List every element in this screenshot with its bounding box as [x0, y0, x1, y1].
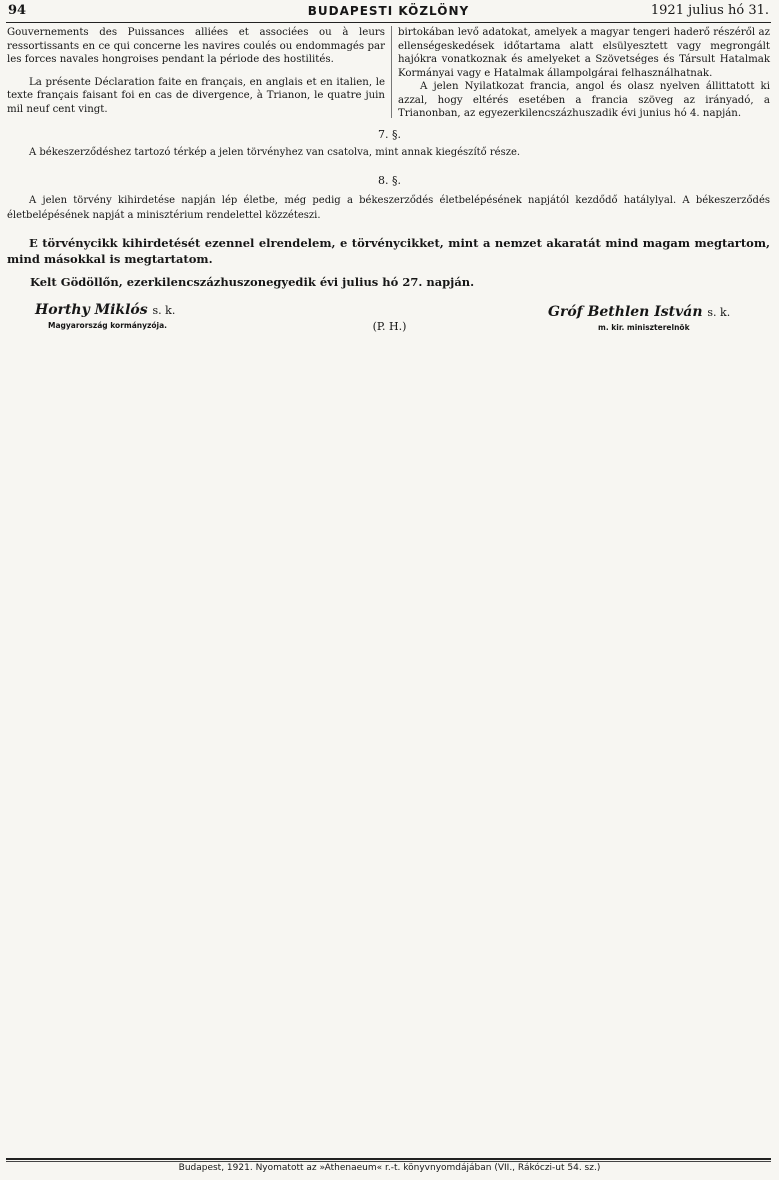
right-paragraph-1: birtokában levő adatokat, amelyek a magyar tengeri haderő részéről az ellenségeskedések időtartama alatt elsülyesztett vagy megrongált hajókra vonatkoznak és amelyeket a Szövetséges és Társult Hatalmak Kormányai vagy e Hatalmak állampolgárai felhasználhatnak.: [398, 27, 770, 79]
left-paragraph-1: Gouvernements des Puissances alliées et associées ou à leurs ressortissants en ce qui concerne les navires coulés ou endommagés par les forces navales hongroises pendant la période des hostilités.: [7, 27, 385, 65]
section-8-text: A jelen törvény kihirdetése napján lép életbe, még pedig a békeszerződés életbelépésének napjától kezdődő hatálylyal. A békeszerződés életbelépésének napját a minisztérium rendelettel közzéteszi.: [7, 195, 770, 221]
signature-horthy: [35, 302, 175, 318]
printer-imprint: Budapest, 1921. Nyomatott az »Athenaeum« r.-t. könyvnyomdájában (VII., Rákóczi-ut 54. sz.): [178, 1163, 601, 1173]
signature-horthy-sk: s. k.: [152, 304, 176, 317]
signature-bethlen-name: Gróf Bethlen István: [548, 304, 703, 320]
gazette-title: BUDAPESTI KÖZLÖNY: [307, 4, 470, 18]
proclamation-text: E törvénycikk kihirdetését ezennel elrendelem, e törvénycikket, mint a nemzet akaratát mind magam megtartom, mind másokkal is megtartatom.: [7, 236, 770, 266]
issue-date: 1921 julius hó 31.: [650, 3, 769, 18]
left-column: [7, 26, 385, 116]
signature-horthy-name: Horthy Miklós: [35, 302, 148, 318]
footer-rule-thin: [6, 1161, 771, 1162]
right-paragraph-2: A jelen Nyilatkozat francia, angol és olasz nyelven állittatott ki azzal, hogy eltérés esetében a francia szöveg az irányadó, a Trianonban, az egyezerkilencszázhuszadik évi junius hó 4. napján.: [398, 81, 770, 119]
column-divider: [391, 26, 392, 118]
signature-horthy-title: Magyarország kormányzója.: [48, 321, 168, 330]
section-7-number: 7. §.: [378, 128, 401, 141]
signature-bethlen: [548, 304, 730, 320]
page-number: 94: [8, 3, 27, 18]
seal-mark: (P. H.): [372, 320, 407, 333]
right-column: [398, 26, 770, 121]
left-paragraph-2: La présente Déclaration faite en français, en anglais et en italien, le texte français faisant foi en cas de divergence, à Trianon, le quatre juin mil neuf cent vingt.: [7, 76, 385, 115]
section-8-number: 8. §.: [378, 174, 401, 187]
signature-bethlen-title: m. kir. miniszterelnök: [598, 323, 690, 332]
footer-rule: [6, 1158, 771, 1160]
signature-bethlen-sk: s. k.: [707, 306, 731, 319]
page-header: [8, 3, 769, 21]
section-7-text: A békeszerződéshez tartozó térkép a jelen törvényhez van csatolva, mint annak kiegészítő része.: [29, 147, 521, 158]
header-rule: [6, 22, 771, 23]
place-date-line: Kelt Gödöllőn, ezerkilencszázhuszonegyedik évi julius hó 27. napján.: [30, 275, 475, 289]
